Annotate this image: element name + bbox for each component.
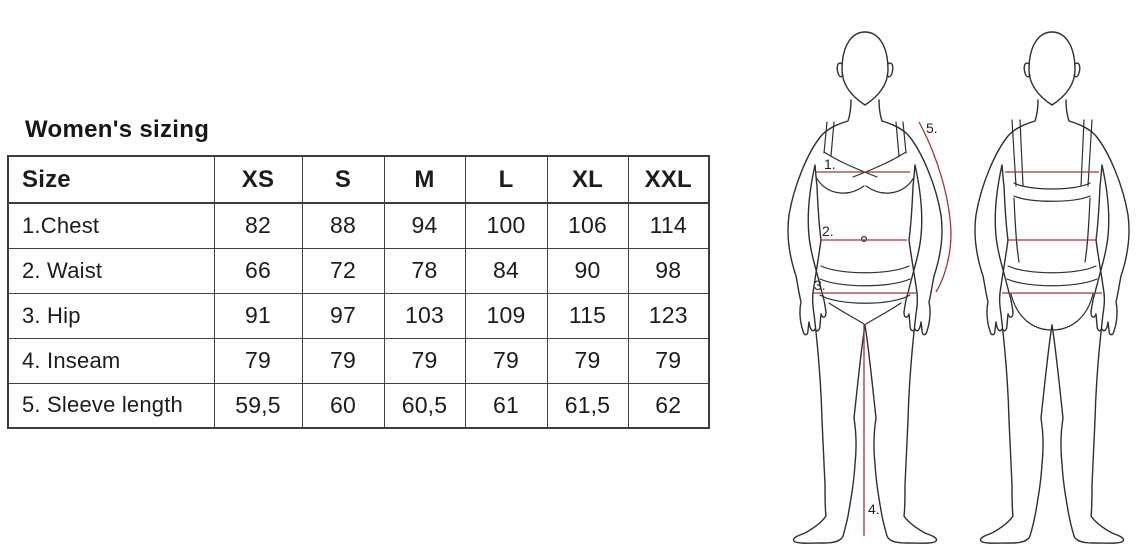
size-table-header-row [8,156,709,203]
label-waist: 2. [822,223,834,239]
row-label: 1.Chest [8,203,214,248]
size-value-cell: 79 [214,338,302,383]
size-value-cell: 78 [384,248,465,293]
size-column-header: XS [214,156,302,203]
size-table [7,155,710,429]
table-row [8,293,709,338]
size-value-cell: 61 [465,383,547,428]
bra-cup-bottom-right [866,177,914,193]
size-header-cell: Size [8,156,214,203]
size-value-cell: 91 [214,293,302,338]
size-value-cell: 61,5 [547,383,628,428]
size-value-cell: 94 [384,203,465,248]
size-column-header: XL [547,156,628,203]
size-value-cell: 79 [384,338,465,383]
bra-cup-bottom-left [816,177,864,193]
front-figure [788,32,951,543]
table-row [8,383,709,428]
label-inseam: 4. [868,501,880,517]
row-label: 4. Inseam [8,338,214,383]
size-value-cell: 100 [465,203,547,248]
back-garment [1007,120,1097,330]
size-value-cell: 90 [547,248,628,293]
back-strap-right [1081,120,1092,186]
back-side-seam-right [1085,198,1090,262]
size-value-cell: 106 [547,203,628,248]
size-value-cell: 109 [465,293,547,338]
size-value-cell: 123 [628,293,709,338]
size-value-cell: 72 [302,248,384,293]
measurement-diagram [780,0,1146,546]
page-title: Women's sizing [25,116,210,143]
size-value-cell: 88 [302,203,384,248]
bra-cup-top-right [853,152,906,177]
size-value-cell: 114 [628,203,709,248]
front-body-outline [788,32,942,543]
size-value-cell: 79 [465,338,547,383]
size-value-cell: 60,5 [384,383,465,428]
back-figure [975,32,1129,543]
size-value-cell: 59,5 [214,383,302,428]
size-value-cell: 62 [628,383,709,428]
size-value-cell: 79 [302,338,384,383]
size-value-cell: 97 [302,293,384,338]
size-column-header: M [384,156,465,203]
back-measure-lines [1002,172,1102,293]
size-value-cell: 79 [547,338,628,383]
bikini-band-top [821,266,909,273]
size-column-header: XXL [628,156,709,203]
table-row [8,203,709,248]
label-hip: 3. [814,277,826,293]
size-value-cell: 98 [628,248,709,293]
back-band2-top [1008,266,1096,273]
size-value-cell: 66 [214,248,302,293]
sleeve-measure-curve [919,122,951,292]
label-chest: 1. [824,156,836,172]
row-label: 2. Waist [8,248,214,293]
size-table-body [8,203,709,428]
row-label: 5. Sleeve length [8,383,214,428]
size-value-cell: 84 [465,248,547,293]
back-band-bottom [1014,196,1090,201]
size-value-cell: 82 [214,203,302,248]
size-value-cell: 79 [628,338,709,383]
back-strap-left [1012,120,1023,186]
bikini-leg-right [866,303,901,324]
size-column-header: L [465,156,547,203]
label-sleeve: 5. [926,120,938,136]
size-value-cell: 115 [547,293,628,338]
table-row [8,248,709,293]
bikini-leg-left [829,303,864,324]
back-band-top [1014,183,1090,189]
back-band2-bottom [1007,279,1097,286]
back-body-outline [975,32,1129,543]
size-value-cell: 60 [302,383,384,428]
front-measure-lines [812,120,951,536]
head-outline [842,32,888,105]
bikini-band-bottom [820,279,910,286]
row-label: 3. Hip [8,293,214,338]
body-half-outline [975,100,1052,543]
bikini-lower-edge [820,295,910,303]
head-outline [1029,32,1075,105]
body-half-outline-mirrored [1052,100,1129,543]
table-row [8,338,709,383]
size-column-header: S [302,156,384,203]
navel-mark [862,237,867,242]
back-side-seam-left [1014,198,1019,262]
body-half-outline-mirrored [865,100,942,543]
size-value-cell: 103 [384,293,465,338]
